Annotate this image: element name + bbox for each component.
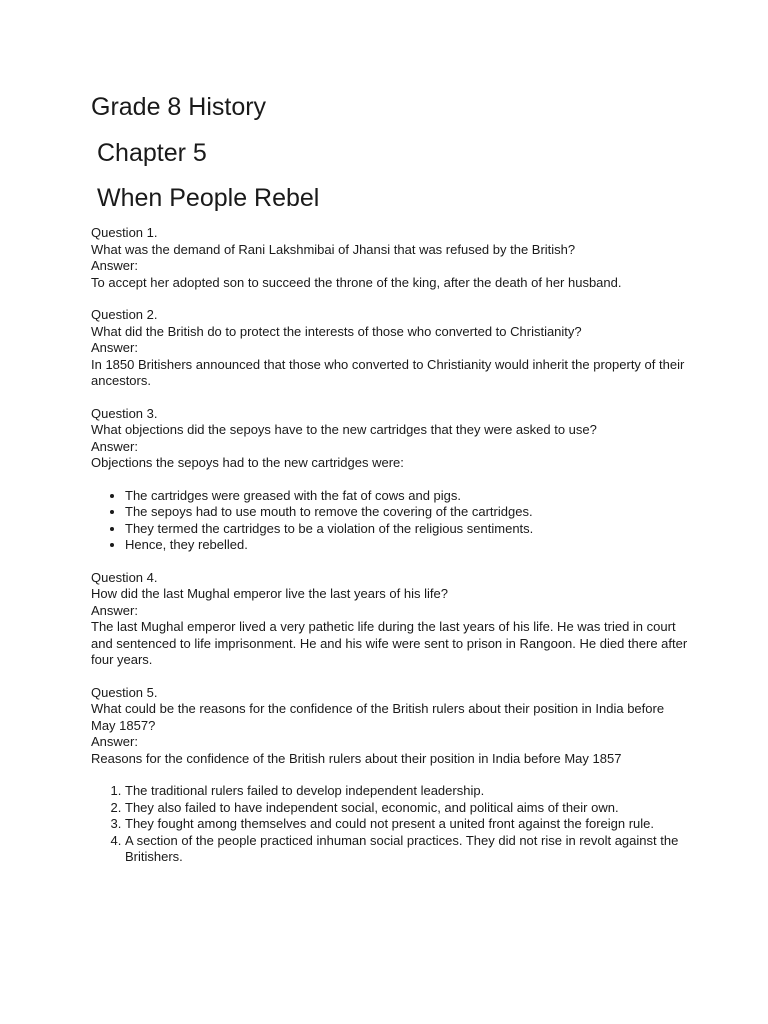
question-text: How did the last Mughal emperor live the last years of his life? [91,586,448,601]
question-block-2 [91,307,691,390]
question-label: Question 3. [91,405,158,421]
answer-text: Reasons for the confidence of the British rulers about their position in India before May 1857 [91,750,622,766]
question-label: Question 2. [91,307,158,322]
answer-text: The last Mughal emperor lived a very pathetic life during the last years of his life. He was tried in court and sentenced to life imprisonment. He and his wife were sent to prison in Rangoon. He died there after four years. [91,619,688,667]
list-item: • The sepoys had to use mouth to remove the covering of the cartridges. [125,504,691,521]
answer-label: Answer: [91,258,138,273]
document-page [91,92,691,866]
question-text: What objections did the sepoys have to the new cartridges that they were asked to use? [91,422,597,437]
answer-label: Answer: [91,734,138,749]
objections-list [91,488,691,554]
question-block-3 [91,406,691,472]
list-item: 4. A section of the people practiced inhuman social practices. They did not rise in revolt against the Britishers. [125,833,691,866]
answer-label: Answer: [91,340,138,355]
answer-text: In 1850 Britishers announced that those who converted to Christianity would inherit the property of their ancestors. [91,356,685,388]
reasons-list [91,783,691,866]
question-block-4 [91,570,691,669]
answer-text: Objections the sepoys had to the new cartridges were: [91,455,404,470]
question-block-5 [91,685,691,768]
list-item: • They termed the cartridges to be a violation of the religious sentiments. [125,521,691,538]
question-text: What was the demand of Rani Lakshmibai of Jhansi that was refused by the British? [91,241,576,257]
question-block-1 [91,225,691,291]
chapter-title: When People Rebel [97,184,320,212]
list-item: • Hence, they rebelled. [125,537,691,554]
chapter-number: Chapter 5 [97,139,207,167]
question-text: What did the British do to protect the interests of those who converted to Christianity? [91,323,582,339]
answer-label: Answer: [91,438,138,454]
answer-label: Answer: [91,602,138,618]
question-label: Question 1. [91,225,158,240]
question-label: Question 4. [91,569,158,585]
list-item: 1. The traditional rulers failed to develop independent leadership. [125,783,691,800]
list-item: 3. They fought among themselves and could not present a united front against the foreign rule. [125,816,691,833]
question-label: Question 5. [91,684,158,700]
answer-text: To accept her adopted son to succeed the throne of the king, after the death of her husband. [91,274,622,290]
document-title: Grade 8 History [91,93,267,121]
list-item: • The cartridges were greased with the fat of cows and pigs. [125,488,691,505]
list-item: 2. They also failed to have independent social, economic, and political aims of their own. [125,800,691,817]
question-text: What could be the reasons for the confidence of the British rulers about their position in India before May 1857? [91,701,665,733]
